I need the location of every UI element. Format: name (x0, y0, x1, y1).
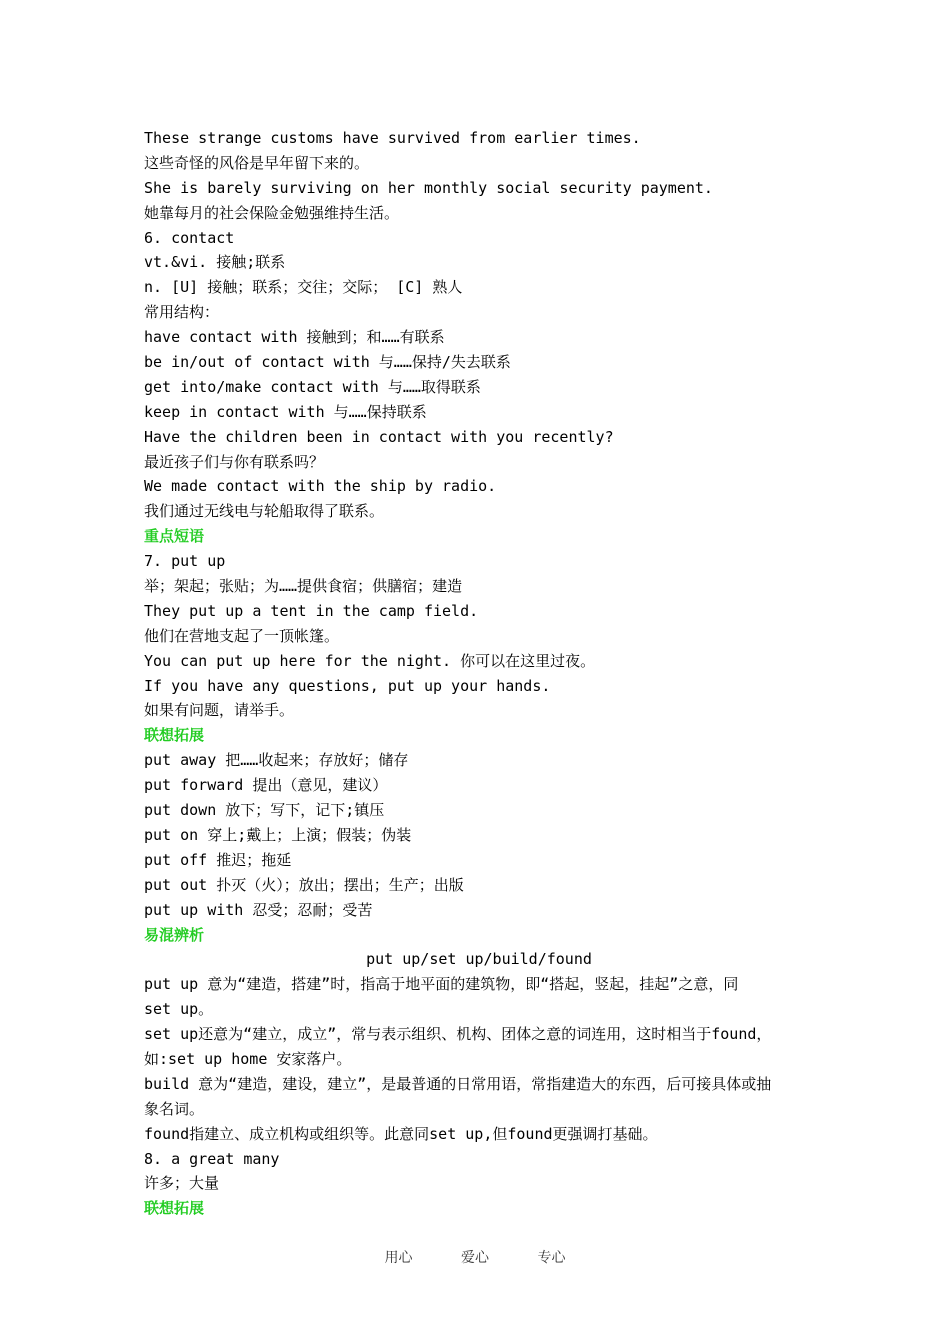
phrase-item: put up with 忍受；忍耐；受苦 (144, 900, 373, 919)
translation: 这些奇怪的风俗是早年留下来的。 (144, 153, 370, 172)
section-heading-key-phrases: 重点短语 (144, 527, 205, 546)
footer-middle: 爱心 (461, 1250, 489, 1266)
footer-left: 用心 (384, 1250, 413, 1266)
example-sentence: You can put up here for the night. 你可以在这里过夜。 (144, 651, 596, 670)
translation: 如果有问题，请举手。 (144, 701, 295, 720)
section-heading-association: 联想拓展 (144, 726, 205, 745)
translation: 最近孩子们与你有联系吗？ (144, 452, 325, 471)
explanation-text: set up还意为“建立，成立”，常与表示组织、机构、团体之意的词连用，这时相当于found， (144, 1025, 772, 1044)
explanation-text: 象名词。 (144, 1099, 205, 1118)
explanation-text: put up 意为“建造，搭建”时，指高于地平面的建筑物，即“搭起，竖起，挂起”之意，同 (144, 975, 739, 994)
structure-label: 常用结构： (144, 303, 220, 322)
phrase-item: keep in contact with 与……保持联系 (144, 402, 427, 421)
definition: 许多；大量 (144, 1174, 220, 1193)
example-sentence: She is barely surviving on her monthly social security payment. (144, 178, 713, 197)
page-footer (0, 1247, 950, 1267)
example-sentence: We made contact with the ship by radio. (144, 477, 497, 496)
footer-right: 专心 (537, 1250, 566, 1266)
phrase-item: put off 推迟；拖延 (144, 850, 292, 869)
phrase-item: have contact with 接触到；和……有联系 (144, 328, 445, 347)
example-sentence: These strange customs have survived from earlier times. (144, 129, 641, 147)
explanation-text: build 意为“建造，建设，建立”，是最普通的日常用语，常指建造大的东西，后可接具体或抽 (144, 1074, 772, 1093)
word-entry-title: 8. a great many (144, 1149, 280, 1168)
phrase-item: put down 放下；写下，记下;镇压 (144, 801, 385, 820)
example-sentence: They put up a tent in the camp field. (144, 601, 479, 620)
phrase-item: put out 扑灭（火）；放出；摆出；生产；出版 (144, 875, 464, 894)
explanation-text: 如:set up home 安家落户。 (144, 1049, 352, 1068)
explanation-text: found指建立、成立机构或组织等。此意同set up,但found更强调打基础。 (144, 1124, 658, 1143)
phrase-item: get into/make contact with 与……取得联系 (144, 377, 481, 396)
phrase-item: be in/out of contact with 与……保持/失去联系 (144, 353, 511, 372)
phrase-item: put on 穿上;戴上；上演；假装；伪装 (144, 825, 412, 844)
example-sentence: Have the children been in contact with you recently? (144, 427, 614, 446)
translation: 我们通过无线电与轮船取得了联系。 (144, 502, 385, 521)
word-entry-title: 7. put up (144, 552, 226, 571)
definition: 举；架起；张贴；为……提供食宿；供膳宿；建造 (144, 577, 463, 596)
translation: 他们在营地支起了一顶帐篷。 (144, 626, 340, 645)
phrase-item: put forward 提出（意见，建议） (144, 776, 388, 795)
document-body (144, 126, 814, 1221)
word-entry-title: 6. contact (144, 228, 235, 247)
example-sentence: If you have any questions, put up your hands. (144, 676, 551, 695)
definition: n. [U] 接触；联系；交往；交际； [C] 熟人 (144, 278, 463, 297)
section-heading-association: 联想拓展 (144, 1199, 205, 1218)
phrase-item: put away 把……收起来；存放好；储存 (144, 751, 409, 770)
section-heading-confusables: 易混辨析 (144, 925, 205, 944)
comparison-title: put up/set up/build/found (366, 950, 592, 969)
explanation-text: set up。 (144, 1000, 214, 1019)
definition: vt.&vi. 接触;联系 (144, 253, 286, 272)
translation: 她靠每月的社会保险金勉强维持生活。 (144, 203, 400, 222)
